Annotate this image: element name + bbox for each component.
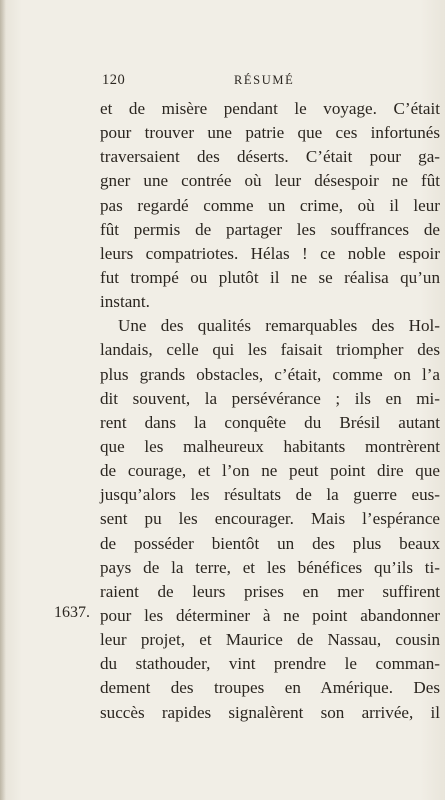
text-line: sent pu les encourager. Mais l’espérance — [100, 509, 440, 529]
text-line: pas regardé comme un crime, où il leur — [100, 195, 440, 215]
page-header — [102, 72, 442, 94]
margin-date-note: 1637. — [54, 604, 90, 621]
text-line: pays de la terre, et les bénéfices qu’ils ti- — [100, 557, 440, 577]
text-line: landais, celle qui les faisait triompher des — [100, 340, 440, 360]
text-line: de courage, et l’on ne peut point dire que — [100, 461, 440, 481]
binding-shadow — [0, 0, 6, 800]
text-line: de posséder bientôt un des plus beaux — [100, 533, 440, 553]
running-head: RÉSUMÉ — [234, 73, 295, 87]
text-line: succès rapides signalèrent son arrivée, il — [100, 702, 440, 722]
text-line: que les malheureux habitants montrèrent — [100, 436, 440, 456]
body-text — [100, 97, 440, 725]
text-line: raient de leurs prises en mer suffirent — [100, 581, 440, 601]
text-line: leur projet, et Maurice de Nassau, cousin — [100, 630, 440, 650]
text-line: jusqu’alors les résultats de la guerre eus- — [100, 485, 440, 505]
text-line: traversaient des déserts. C’était pour ga- — [100, 147, 440, 167]
text-line: dement des troupes en Amérique. Des — [100, 678, 440, 698]
text-line: leurs compatriotes. Hélas ! ce noble espoir — [100, 243, 440, 263]
text-line: pour les déterminer à ne point abandonner — [100, 605, 440, 625]
page-number: 120 — [102, 72, 126, 88]
text-line: fut trompé ou plutôt il ne se réalisa qu’un — [100, 267, 440, 287]
text-line: rent dans la conquête du Brésil autant — [100, 412, 440, 432]
text-line: fût permis de partager les souffrances de — [100, 219, 440, 239]
text-line: pour trouver une patrie que ces infortunés — [100, 123, 440, 143]
text-line: et de misère pendant le voyage. C’était — [100, 99, 440, 118]
text-line: dit souvent, la persévérance ; ils en mi- — [100, 388, 440, 408]
text-line: plus grands obstacles, c’était, comme on l’a — [100, 364, 440, 384]
text-line: du stathouder, vint prendre le comman- — [100, 654, 440, 674]
text-line: gner une contrée où leur désespoir ne fût — [100, 171, 440, 191]
text-line: instant. — [100, 292, 150, 312]
paragraph-start-line: Une des qualités remarquables des Hol- — [118, 316, 440, 336]
